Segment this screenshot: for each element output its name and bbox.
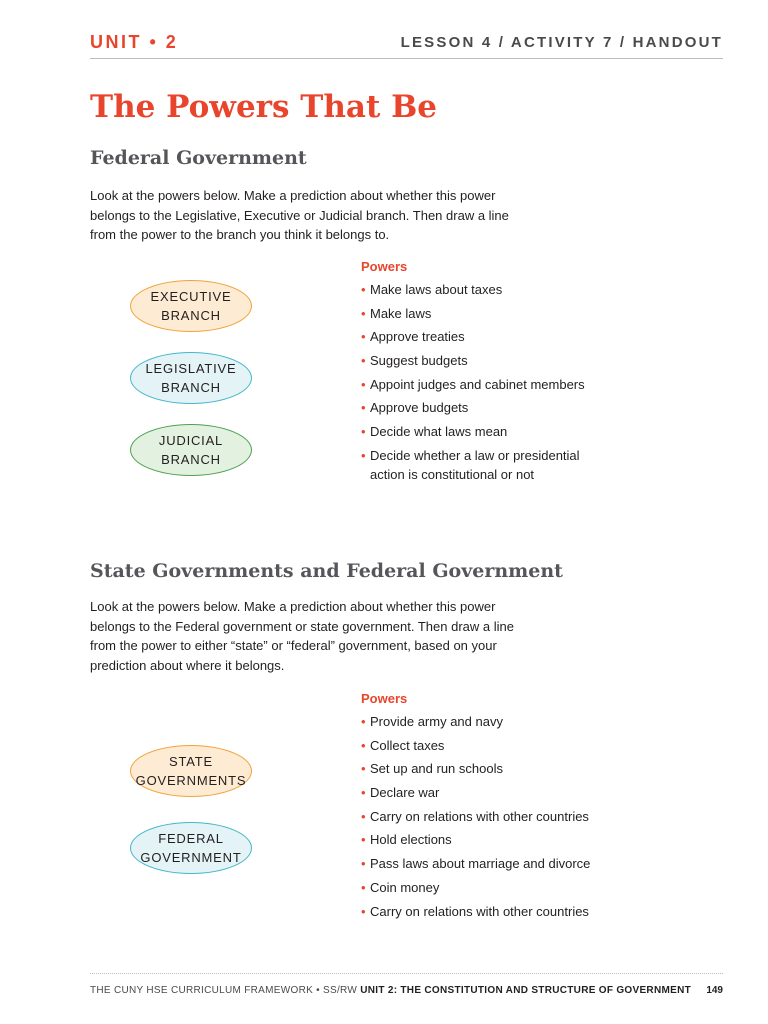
oval-label-line: STATE xyxy=(169,753,213,769)
power-item-text: Coin money xyxy=(370,879,440,895)
federal-section-instructions xyxy=(90,186,545,245)
power-item[interactable] xyxy=(361,830,671,850)
federal-section-heading: Federal Government xyxy=(90,147,307,169)
page-header xyxy=(90,32,723,59)
legislative-branch-oval[interactable] xyxy=(130,352,252,404)
oval-label-line: LEGISLATIVE xyxy=(145,360,237,376)
executive-branch-oval[interactable] xyxy=(130,280,252,332)
power-item-text: Approve treaties xyxy=(370,329,465,345)
state-section-instructions xyxy=(90,597,545,675)
instruction-line: belongs to the Legislative, Executive or Judicial branch. Then draw a line xyxy=(90,207,509,223)
instruction-line: prediction about where it belongs. xyxy=(90,657,285,673)
power-item[interactable] xyxy=(361,280,671,300)
federal-powers-heading: Powers xyxy=(361,259,408,274)
power-item-text: Make laws xyxy=(370,305,432,321)
lesson-label: LESSON 4 / ACTIVITY 7 / HANDOUT xyxy=(400,34,723,51)
power-item[interactable] xyxy=(361,422,671,442)
state-powers-list xyxy=(361,712,671,925)
page-title: The Powers That Be xyxy=(90,89,437,125)
power-item-text: Carry on relations with other countries xyxy=(370,808,589,824)
oval-label-line: FEDERAL xyxy=(158,830,224,846)
page-footer xyxy=(90,973,723,1000)
power-item[interactable] xyxy=(361,351,671,371)
oval-label-line: JUDICIAL xyxy=(158,432,224,448)
power-item[interactable] xyxy=(361,878,671,898)
power-item-text: Approve budgets xyxy=(370,400,469,416)
power-item-text: Set up and run schools xyxy=(370,761,503,777)
oval-label-line: BRANCH xyxy=(161,308,221,323)
power-item[interactable] xyxy=(361,783,671,803)
power-item[interactable] xyxy=(361,807,671,827)
instruction-line: from the power to the branch you think it belongs to. xyxy=(90,227,390,242)
executive-branch-label xyxy=(151,287,232,326)
state-governments-label xyxy=(136,752,247,791)
instruction-line: Look at the powers below. Make a prediction about whether this power xyxy=(90,599,496,614)
power-item[interactable] xyxy=(361,327,671,347)
footer-unit-label: UNIT 2: THE CONSTITUTION AND STRUCTURE OF GOVERNMENT xyxy=(360,985,691,996)
oval-label-line: GOVERNMENTS xyxy=(135,773,247,788)
power-item[interactable] xyxy=(361,398,671,418)
oval-label-line: GOVERNMENT xyxy=(140,850,242,865)
instruction-line: belongs to the Federal government or state government. Then draw a line xyxy=(90,618,514,634)
instruction-line: from the power to either “state” or “federal” government, based on your xyxy=(90,638,497,653)
power-item-text: Decide what laws mean xyxy=(370,424,508,440)
federal-government-oval[interactable] xyxy=(130,822,252,874)
unit-label: UNIT • 2 xyxy=(90,32,179,52)
power-item-text: Provide army and navy xyxy=(370,714,503,729)
power-item[interactable] xyxy=(361,712,671,732)
power-item[interactable] xyxy=(361,304,671,324)
power-item-text: Pass laws about marriage and divorce xyxy=(370,856,591,872)
page-number: 149 xyxy=(706,985,723,996)
power-item-text: Decide whether a law or presidential xyxy=(370,447,580,463)
oval-label-line: BRANCH xyxy=(161,452,221,467)
power-item-text: Carry on relations with other countries xyxy=(370,903,589,919)
power-item-text: Collect taxes xyxy=(370,737,445,753)
oval-label-line: EXECUTIVE xyxy=(150,288,232,304)
power-item-text: Declare war xyxy=(370,785,440,801)
footer-framework-label: THE CUNY HSE CURRICULUM FRAMEWORK • SS/RW xyxy=(90,985,358,996)
oval-label-line: BRANCH xyxy=(161,380,221,395)
power-item-text: action is constitutional or not xyxy=(370,467,535,483)
instruction-line: Look at the powers below. Make a prediction about whether this power xyxy=(90,188,496,203)
power-item-text: Suggest budgets xyxy=(370,353,468,369)
state-section-heading: State Governments and Federal Government xyxy=(90,560,563,582)
power-item-text: Appoint judges and cabinet members xyxy=(370,376,585,392)
judicial-branch-label xyxy=(159,431,223,470)
state-powers-heading: Powers xyxy=(361,691,408,706)
power-item[interactable] xyxy=(361,759,671,779)
power-item[interactable] xyxy=(361,736,671,756)
power-item[interactable] xyxy=(361,446,671,485)
legislative-branch-label xyxy=(146,359,237,398)
power-item[interactable] xyxy=(361,854,671,874)
federal-powers-list xyxy=(361,280,671,489)
power-item-text: Make laws about taxes xyxy=(370,282,503,297)
power-item-text: Hold elections xyxy=(370,832,452,848)
state-governments-oval[interactable] xyxy=(130,745,252,797)
power-item[interactable] xyxy=(361,375,671,395)
judicial-branch-oval[interactable] xyxy=(130,424,252,476)
power-item[interactable] xyxy=(361,902,671,922)
federal-government-label xyxy=(140,829,241,868)
